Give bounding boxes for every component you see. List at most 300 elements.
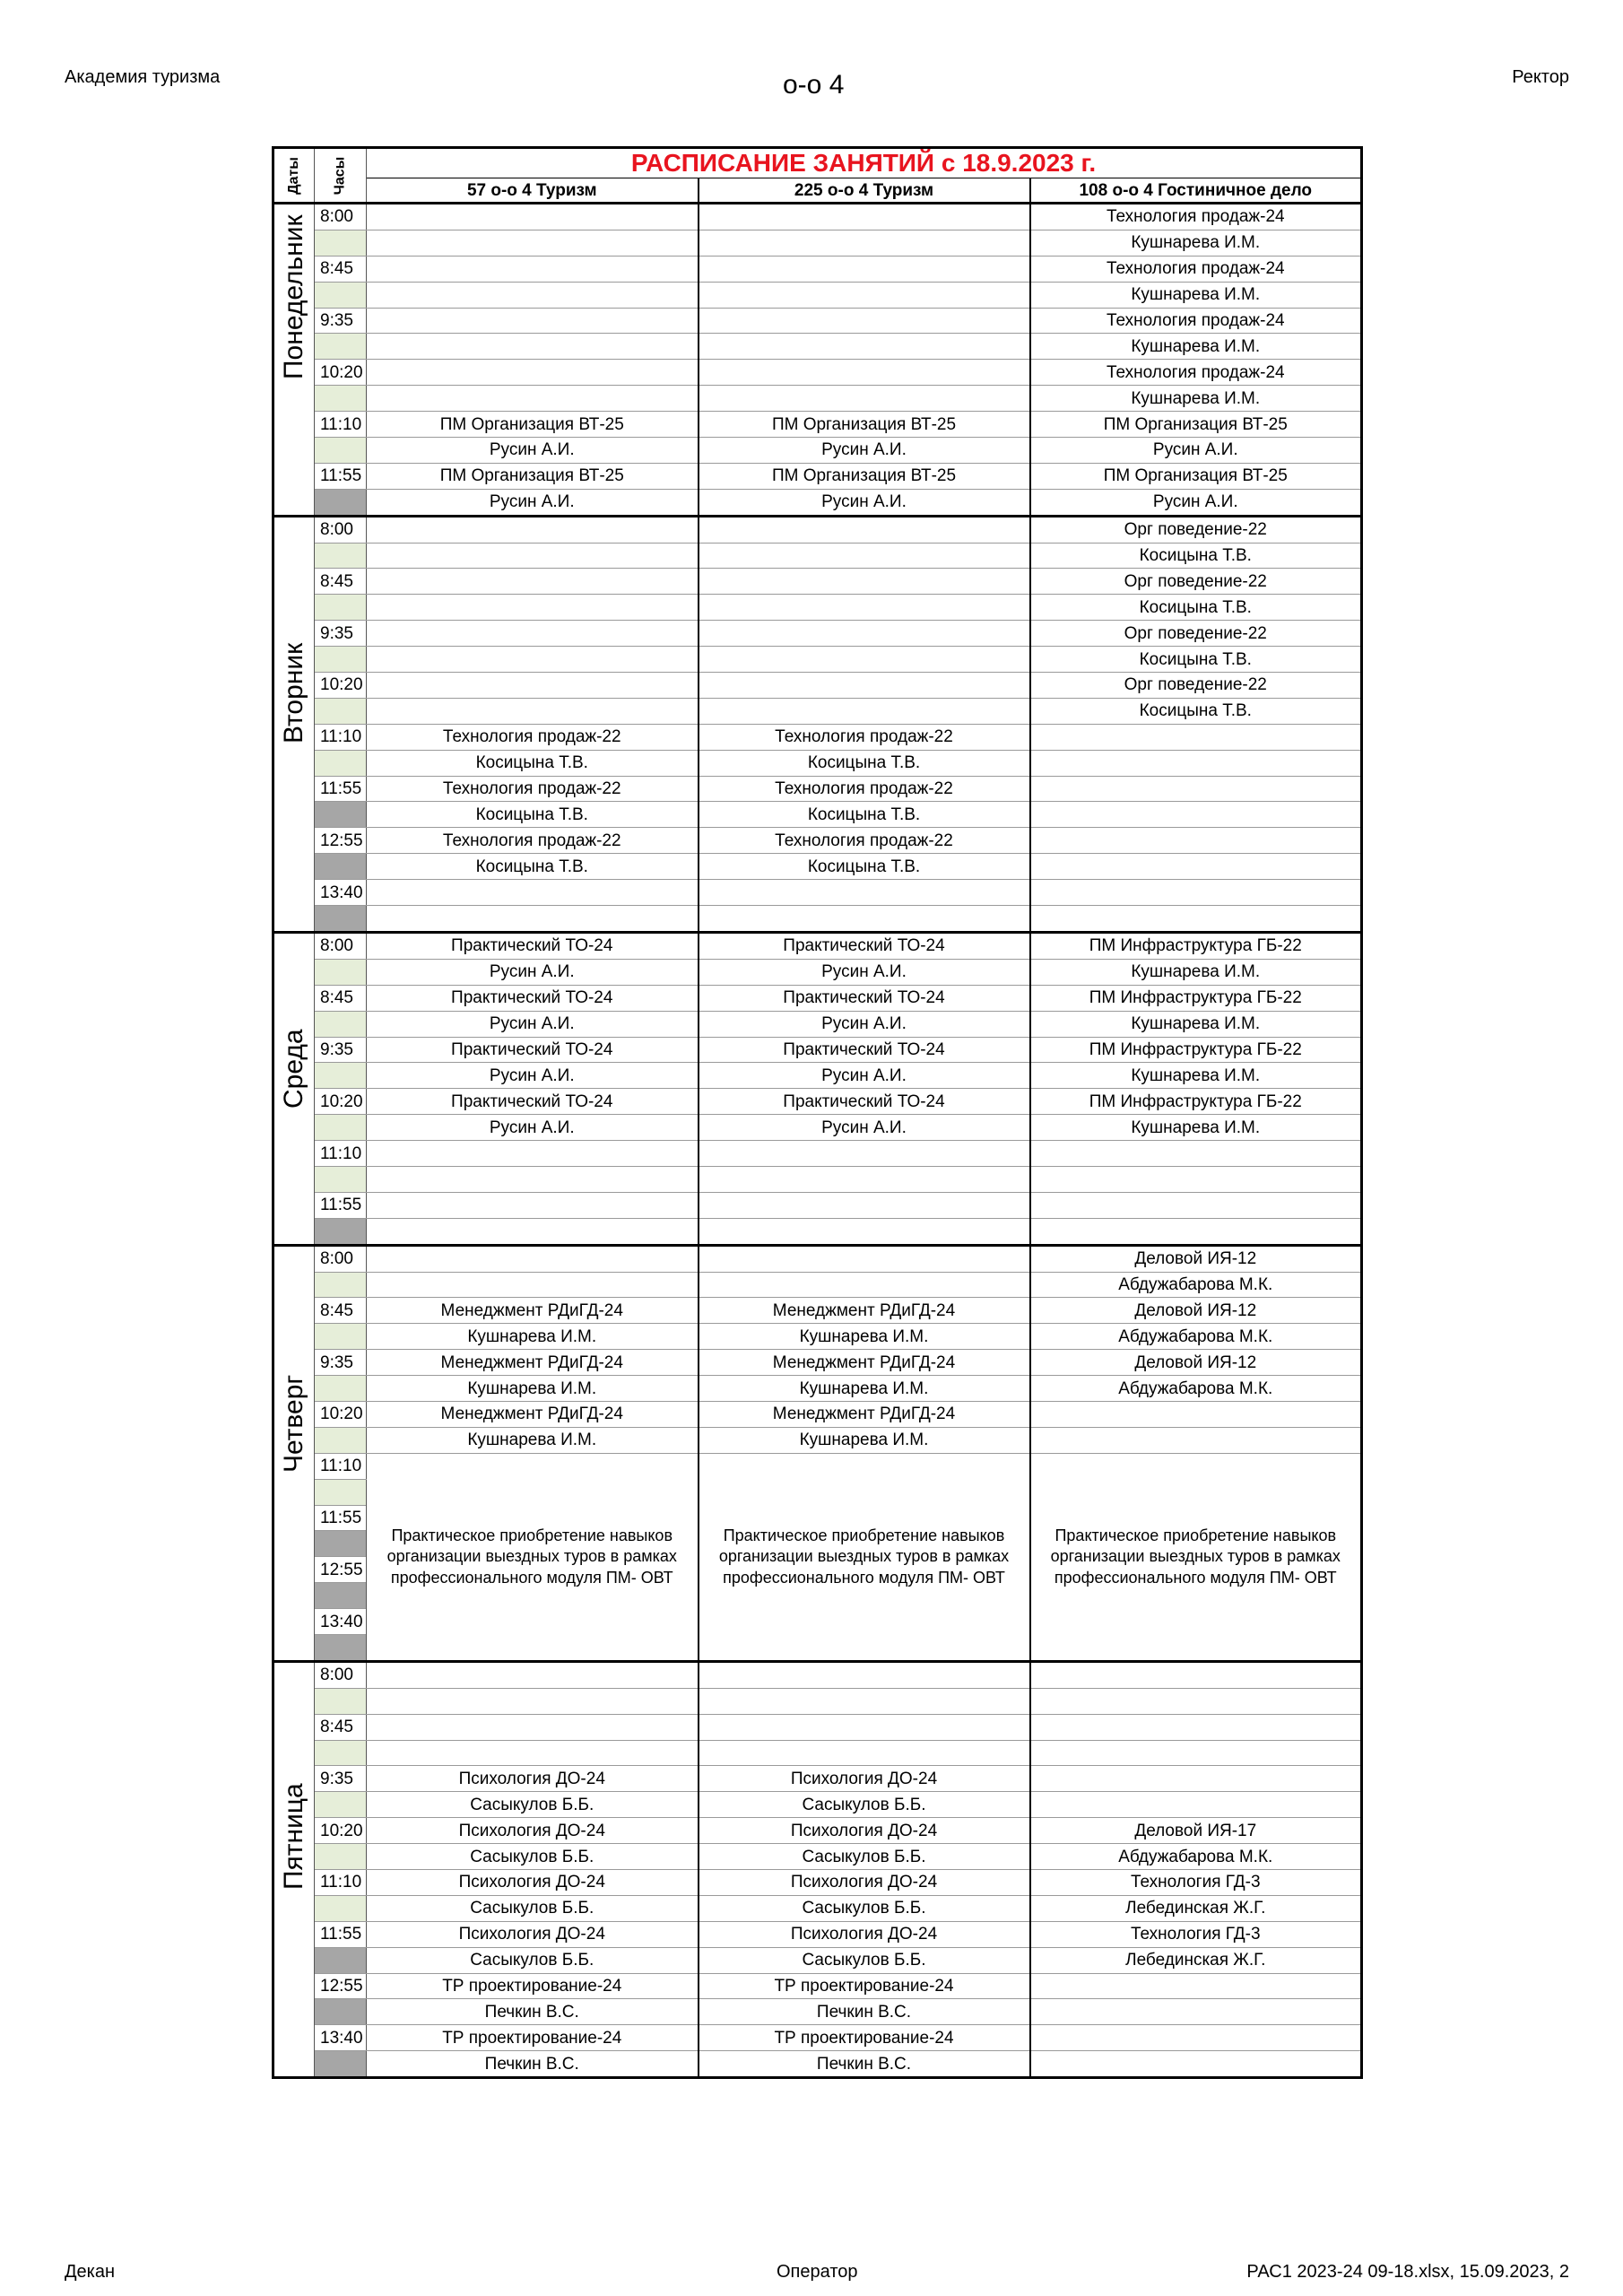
time-cell: 11:10 xyxy=(315,724,367,750)
table-row xyxy=(273,1661,1362,1688)
time-cell: 10:20 xyxy=(315,673,367,699)
teacher-cell xyxy=(699,334,1030,360)
subject-cell xyxy=(1030,776,1362,802)
teacher-cell: Косицына Т.В. xyxy=(367,802,699,828)
time-cell: 11:10 xyxy=(315,1141,367,1167)
subject-cell: ПМ Инфраструктура ГБ-22 xyxy=(1030,1037,1362,1063)
time-spacer xyxy=(315,282,367,308)
table-row xyxy=(273,1245,1362,1272)
subject-cell xyxy=(699,1245,1030,1272)
subject-cell: Технология продаж-24 xyxy=(1030,308,1362,334)
teacher-cell xyxy=(367,1740,699,1766)
subject-cell: Орг поведение-22 xyxy=(1030,516,1362,543)
table-row xyxy=(273,1895,1362,1921)
teacher-cell: Печкин В.С. xyxy=(367,1999,699,2025)
teacher-cell xyxy=(367,230,699,256)
table-row xyxy=(273,489,1362,516)
subject-cell xyxy=(1030,828,1362,854)
teacher-cell xyxy=(1030,1688,1362,1714)
day-label: Четверг xyxy=(273,1245,315,1661)
teacher-cell xyxy=(1030,1792,1362,1818)
subject-cell xyxy=(367,1714,699,1740)
teacher-cell: Кушнарева И.М. xyxy=(1030,386,1362,412)
subject-cell: Технология продаж-22 xyxy=(367,724,699,750)
teacher-cell: Кушнарева И.М. xyxy=(1030,1115,1362,1141)
table-row xyxy=(273,880,1362,906)
subject-cell: ПМ Инфраструктура ГБ-22 xyxy=(1030,1089,1362,1115)
teacher-cell: Русин А.И. xyxy=(699,959,1030,985)
subject-cell xyxy=(1030,1766,1362,1792)
time-cell: 9:35 xyxy=(315,308,367,334)
teacher-cell: Сасыкулов Б.Б. xyxy=(367,1895,699,1921)
subject-cell: Менеджмент РДиГД-24 xyxy=(367,1350,699,1376)
table-row xyxy=(273,308,1362,334)
teacher-cell: Печкин В.С. xyxy=(367,2051,699,2078)
table-row xyxy=(273,1792,1362,1818)
teacher-cell xyxy=(1030,1166,1362,1192)
subject-cell xyxy=(367,360,699,386)
time-spacer xyxy=(315,1011,367,1037)
teacher-cell: Лебединская Ж.Г. xyxy=(1030,1895,1362,1921)
table-row xyxy=(273,673,1362,699)
footer-right: РАС1 2023-24 09-18.xlsx, 15.09.2023, 2 xyxy=(1246,2262,1569,2282)
time-cell: 8:45 xyxy=(315,1298,367,1324)
day-label: Вторник xyxy=(273,516,315,932)
teacher-cell xyxy=(367,1688,699,1714)
teacher-cell: Русин А.И. xyxy=(1030,438,1362,464)
group-header: 225 о-о 4 Туризм xyxy=(699,178,1030,204)
subject-cell: Менеджмент РДиГД-24 xyxy=(367,1298,699,1324)
time-cell: 12:55 xyxy=(315,1557,367,1583)
subject-cell: Психология ДО-24 xyxy=(367,1870,699,1896)
time-spacer xyxy=(315,1166,367,1192)
subject-cell: Деловой ИЯ-12 xyxy=(1030,1298,1362,1324)
time-spacer xyxy=(315,1947,367,1973)
table-row xyxy=(273,1089,1362,1115)
teacher-cell: Печкин В.С. xyxy=(699,1999,1030,2025)
header-left: Академия туризма xyxy=(65,67,221,87)
table-row xyxy=(273,543,1362,569)
subject-cell xyxy=(1030,1192,1362,1218)
teacher-cell: Лебединская Ж.Г. xyxy=(1030,1947,1362,1973)
time-spacer xyxy=(315,750,367,776)
table-row xyxy=(273,724,1362,750)
table-row xyxy=(273,1115,1362,1141)
day-label: Понедельник xyxy=(273,204,315,517)
teacher-cell xyxy=(699,1688,1030,1714)
teacher-cell xyxy=(1030,802,1362,828)
teacher-cell: Косицына Т.В. xyxy=(699,750,1030,776)
table-row xyxy=(273,438,1362,464)
teacher-cell: Косицына Т.В. xyxy=(367,854,699,880)
teacher-cell: Косицына Т.В. xyxy=(1030,698,1362,724)
teacher-cell xyxy=(367,334,699,360)
hours-header: Часы xyxy=(315,148,367,204)
time-spacer xyxy=(315,334,367,360)
subject-cell: Психология ДО-24 xyxy=(699,1818,1030,1844)
time-cell: 10:20 xyxy=(315,1818,367,1844)
subject-cell: ПМ Организация ВТ-25 xyxy=(367,463,699,489)
teacher-cell: Русин А.И. xyxy=(699,1115,1030,1141)
teacher-cell: Кушнарева И.М. xyxy=(367,1427,699,1453)
subject-cell: Технология продаж-24 xyxy=(1030,204,1362,230)
time-spacer xyxy=(315,1844,367,1870)
time-cell: 11:10 xyxy=(315,1453,367,1479)
time-spacer xyxy=(315,802,367,828)
teacher-cell: Сасыкулов Б.Б. xyxy=(367,1792,699,1818)
subject-cell: Практический ТО-24 xyxy=(699,932,1030,959)
teacher-cell: Косицына Т.В. xyxy=(367,750,699,776)
time-spacer xyxy=(315,1376,367,1402)
subject-cell xyxy=(1030,1401,1362,1427)
table-row xyxy=(273,2051,1362,2078)
teacher-cell: Косицына Т.В. xyxy=(1030,595,1362,621)
subject-cell xyxy=(1030,2025,1362,2051)
table-row xyxy=(273,1844,1362,1870)
teacher-cell xyxy=(367,1272,699,1298)
subject-cell: Психология ДО-24 xyxy=(699,1921,1030,1947)
teacher-cell: Абдужабарова М.К. xyxy=(1030,1844,1362,1870)
time-cell: 8:00 xyxy=(315,1661,367,1688)
subject-cell: Орг поведение-22 xyxy=(1030,673,1362,699)
time-spacer xyxy=(315,959,367,985)
subject-cell: Деловой ИЯ-12 xyxy=(1030,1245,1362,1272)
subject-cell: Менеджмент РДиГД-24 xyxy=(699,1401,1030,1427)
table-row xyxy=(273,1011,1362,1037)
time-spacer xyxy=(315,1792,367,1818)
time-spacer xyxy=(315,1999,367,2025)
teacher-cell: Русин А.И. xyxy=(699,1011,1030,1037)
subject-cell: Практический ТО-24 xyxy=(367,985,699,1011)
teacher-cell: Косицына Т.В. xyxy=(699,802,1030,828)
table-row xyxy=(273,463,1362,489)
time-cell: 10:20 xyxy=(315,1401,367,1427)
subject-cell: Технология ГД-3 xyxy=(1030,1870,1362,1896)
teacher-cell xyxy=(699,282,1030,308)
table-row xyxy=(273,1870,1362,1896)
teacher-cell: Кушнарева И.М. xyxy=(1030,1063,1362,1089)
teacher-cell xyxy=(367,698,699,724)
teacher-cell: Русин А.И. xyxy=(367,1115,699,1141)
teacher-cell: Кушнарева И.М. xyxy=(1030,959,1362,985)
table-row xyxy=(273,1166,1362,1192)
table-row xyxy=(273,2025,1362,2051)
subject-cell: Практический ТО-24 xyxy=(699,985,1030,1011)
teacher-cell xyxy=(699,647,1030,673)
subject-cell: Технология продаж-22 xyxy=(699,724,1030,750)
time-cell: 8:45 xyxy=(315,569,367,595)
subject-cell xyxy=(699,256,1030,282)
teacher-cell: Кушнарева И.М. xyxy=(1030,334,1362,360)
time-spacer xyxy=(315,1115,367,1141)
subject-cell: Практический ТО-24 xyxy=(699,1089,1030,1115)
table-row xyxy=(273,647,1362,673)
table-row xyxy=(273,204,1362,230)
subject-cell xyxy=(367,569,699,595)
subject-cell: Психология ДО-24 xyxy=(699,1870,1030,1896)
time-spacer xyxy=(315,489,367,516)
subject-cell: Технология продаж-22 xyxy=(367,776,699,802)
header-right: Ректор xyxy=(1512,67,1569,87)
group-header: 108 о-о 4 Гостиничное дело xyxy=(1030,178,1362,204)
teacher-cell xyxy=(1030,1999,1362,2025)
teacher-cell: Косицына Т.В. xyxy=(1030,647,1362,673)
teacher-cell xyxy=(699,543,1030,569)
time-cell: 10:20 xyxy=(315,360,367,386)
subject-cell: Технология ГД-3 xyxy=(1030,1921,1362,1947)
table-row xyxy=(273,1401,1362,1427)
subject-cell: Технология продаж-24 xyxy=(1030,360,1362,386)
teacher-cell xyxy=(1030,2051,1362,2078)
subject-cell xyxy=(699,569,1030,595)
table-row xyxy=(273,1973,1362,1999)
time-spacer xyxy=(315,1218,367,1245)
table-row xyxy=(273,959,1362,985)
subject-cell xyxy=(699,204,1030,230)
class-cell: Практическое приобретение навыков организации выездных туров в рамках профессионального модуля ПМ- ОВТ xyxy=(699,1453,1030,1661)
time-spacer xyxy=(315,2051,367,2078)
table-row xyxy=(273,1037,1362,1063)
teacher-cell xyxy=(1030,750,1362,776)
subject-cell xyxy=(1030,880,1362,906)
teacher-cell xyxy=(699,230,1030,256)
teacher-cell xyxy=(1030,906,1362,933)
teacher-cell: Сасыкулов Б.Б. xyxy=(699,1792,1030,1818)
subject-cell: Практический ТО-24 xyxy=(367,1089,699,1115)
subject-cell xyxy=(367,621,699,647)
subject-cell xyxy=(367,1661,699,1688)
subject-cell xyxy=(699,1714,1030,1740)
teacher-cell: Русин А.И. xyxy=(367,959,699,985)
subject-cell xyxy=(699,880,1030,906)
teacher-cell xyxy=(1030,1740,1362,1766)
teacher-cell: Кушнарева И.М. xyxy=(1030,230,1362,256)
teacher-cell xyxy=(699,386,1030,412)
subject-cell xyxy=(367,880,699,906)
class-cell: Практическое приобретение навыков организации выездных туров в рамках профессионального модуля ПМ- ОВТ xyxy=(1030,1453,1362,1661)
teacher-cell xyxy=(699,1218,1030,1245)
time-spacer xyxy=(315,1063,367,1089)
time-spacer xyxy=(315,698,367,724)
time-cell: 11:10 xyxy=(315,412,367,438)
time-spacer xyxy=(315,1740,367,1766)
table-row xyxy=(273,1376,1362,1402)
footer-left: Декан xyxy=(65,2262,116,2282)
teacher-cell xyxy=(699,1272,1030,1298)
time-spacer xyxy=(315,1272,367,1298)
teacher-cell: Русин А.И. xyxy=(367,438,699,464)
table-row xyxy=(273,776,1362,802)
table-row xyxy=(273,412,1362,438)
table-row xyxy=(273,516,1362,543)
subject-cell: Орг поведение-22 xyxy=(1030,621,1362,647)
time-cell: 12:55 xyxy=(315,1973,367,1999)
table-row xyxy=(273,1192,1362,1218)
time-spacer xyxy=(315,595,367,621)
time-cell: 11:55 xyxy=(315,776,367,802)
teacher-cell: Абдужабарова М.К. xyxy=(1030,1324,1362,1350)
teacher-cell: Русин А.И. xyxy=(367,1011,699,1037)
time-cell: 8:45 xyxy=(315,256,367,282)
table-row xyxy=(273,1298,1362,1324)
subject-cell: ПМ Инфраструктура ГБ-22 xyxy=(1030,985,1362,1011)
subject-cell: Деловой ИЯ-17 xyxy=(1030,1818,1362,1844)
table-row xyxy=(273,1272,1362,1298)
table-row xyxy=(273,1766,1362,1792)
table-row xyxy=(273,1714,1362,1740)
table-row xyxy=(273,569,1362,595)
teacher-cell: Кушнарева И.М. xyxy=(367,1376,699,1402)
subject-cell: Психология ДО-24 xyxy=(367,1818,699,1844)
table-row xyxy=(273,1999,1362,2025)
time-cell: 9:35 xyxy=(315,1037,367,1063)
table-row xyxy=(273,282,1362,308)
subject-cell xyxy=(367,673,699,699)
subject-cell: Технология продаж-22 xyxy=(367,828,699,854)
table-row xyxy=(273,906,1362,933)
subject-cell: Практический ТО-24 xyxy=(367,1037,699,1063)
table-row xyxy=(273,1453,1362,1479)
teacher-cell xyxy=(699,1740,1030,1766)
teacher-cell: Сасыкулов Б.Б. xyxy=(699,1844,1030,1870)
time-cell: 9:35 xyxy=(315,1766,367,1792)
time-cell: 10:20 xyxy=(315,1089,367,1115)
table-row xyxy=(273,750,1362,776)
time-spacer xyxy=(315,438,367,464)
subject-cell: Практический ТО-24 xyxy=(367,932,699,959)
subject-cell: ПМ Организация ВТ-25 xyxy=(1030,412,1362,438)
table-row xyxy=(273,698,1362,724)
table-row xyxy=(273,985,1362,1011)
time-cell: 13:40 xyxy=(315,1609,367,1635)
time-cell: 12:55 xyxy=(315,828,367,854)
teacher-cell xyxy=(699,906,1030,933)
subject-cell xyxy=(699,1192,1030,1218)
table-row xyxy=(273,256,1362,282)
teacher-cell xyxy=(1030,1218,1362,1245)
subject-cell xyxy=(699,308,1030,334)
time-cell: 11:55 xyxy=(315,1505,367,1531)
subject-cell: Психология ДО-24 xyxy=(699,1766,1030,1792)
time-spacer xyxy=(315,906,367,933)
header-center: о-о 4 xyxy=(783,70,845,100)
teacher-cell: Сасыкулов Б.Б. xyxy=(367,1947,699,1973)
time-cell: 8:45 xyxy=(315,985,367,1011)
day-label: Среда xyxy=(273,932,315,1245)
teacher-cell: Русин А.И. xyxy=(699,438,1030,464)
subject-cell: Технология продаж-24 xyxy=(1030,256,1362,282)
time-cell: 11:55 xyxy=(315,1921,367,1947)
table-row xyxy=(273,1141,1362,1167)
time-cell: 8:00 xyxy=(315,516,367,543)
time-spacer xyxy=(315,1583,367,1609)
subject-cell xyxy=(1030,1973,1362,1999)
time-cell: 8:00 xyxy=(315,1245,367,1272)
subject-cell xyxy=(1030,724,1362,750)
teacher-cell xyxy=(699,698,1030,724)
time-spacer xyxy=(315,854,367,880)
teacher-cell: Сасыкулов Б.Б. xyxy=(699,1895,1030,1921)
time-spacer xyxy=(315,1479,367,1505)
teacher-cell: Абдужабарова М.К. xyxy=(1030,1376,1362,1402)
time-spacer xyxy=(315,1895,367,1921)
table-row xyxy=(273,334,1362,360)
subject-cell: ПМ Организация ВТ-25 xyxy=(699,463,1030,489)
time-cell: 11:55 xyxy=(315,463,367,489)
subject-cell xyxy=(367,204,699,230)
table-row xyxy=(273,1688,1362,1714)
subject-cell xyxy=(699,1141,1030,1167)
subject-cell: ПМ Инфраструктура ГБ-22 xyxy=(1030,932,1362,959)
table-row xyxy=(273,1947,1362,1973)
subject-cell xyxy=(367,256,699,282)
subject-cell: Технология продаж-22 xyxy=(699,828,1030,854)
teacher-cell xyxy=(367,647,699,673)
time-spacer xyxy=(315,1427,367,1453)
teacher-cell xyxy=(367,1218,699,1245)
subject-cell: ТР проектирование-24 xyxy=(699,2025,1030,2051)
schedule-table xyxy=(272,146,1363,2079)
subject-cell: Менеджмент РДиГД-24 xyxy=(699,1350,1030,1376)
table-row xyxy=(273,1350,1362,1376)
class-cell: Практическое приобретение навыков организации выездных туров в рамках профессионального модуля ПМ- ОВТ xyxy=(367,1453,699,1661)
subject-cell: Менеджмент РДиГД-24 xyxy=(699,1298,1030,1324)
teacher-cell: Русин А.И. xyxy=(1030,489,1362,516)
subject-cell: Технология продаж-22 xyxy=(699,776,1030,802)
table-row xyxy=(273,1324,1362,1350)
subject-cell xyxy=(367,1192,699,1218)
teacher-cell: Кушнарева И.М. xyxy=(1030,282,1362,308)
teacher-cell: Сасыкулов Б.Б. xyxy=(699,1947,1030,1973)
time-cell: 8:00 xyxy=(315,932,367,959)
table-row xyxy=(273,1921,1362,1947)
subject-cell xyxy=(1030,1141,1362,1167)
subject-cell: Практический ТО-24 xyxy=(699,1037,1030,1063)
time-cell: 13:40 xyxy=(315,880,367,906)
subject-cell: Орг поведение-22 xyxy=(1030,569,1362,595)
subject-cell xyxy=(699,621,1030,647)
subject-cell: Менеджмент РДиГД-24 xyxy=(367,1401,699,1427)
teacher-cell xyxy=(367,386,699,412)
time-spacer xyxy=(315,1324,367,1350)
teacher-cell: Кушнарева И.М. xyxy=(699,1376,1030,1402)
subject-cell xyxy=(699,516,1030,543)
subject-cell: ПМ Организация ВТ-25 xyxy=(367,412,699,438)
subject-cell xyxy=(699,673,1030,699)
subject-cell: ТР проектирование-24 xyxy=(367,2025,699,2051)
table-row xyxy=(273,802,1362,828)
subject-cell: ТР проектирование-24 xyxy=(699,1973,1030,1999)
teacher-cell xyxy=(699,595,1030,621)
teacher-cell xyxy=(367,595,699,621)
group-header: 57 о-о 4 Туризм xyxy=(367,178,699,204)
schedule-title: РАСПИСАНИЕ ЗАНЯТИЙ с 18.9.2023 г. xyxy=(367,148,1362,178)
time-cell: 9:35 xyxy=(315,621,367,647)
teacher-cell: Кушнарева И.М. xyxy=(1030,1011,1362,1037)
teacher-cell xyxy=(367,543,699,569)
table-row xyxy=(273,828,1362,854)
day-label: Пятница xyxy=(273,1661,315,2077)
table-row xyxy=(273,595,1362,621)
time-cell: 8:45 xyxy=(315,1714,367,1740)
subject-cell xyxy=(699,360,1030,386)
time-cell: 11:55 xyxy=(315,1192,367,1218)
teacher-cell: Кушнарева И.М. xyxy=(699,1427,1030,1453)
table-row xyxy=(273,621,1362,647)
table-row xyxy=(273,1218,1362,1245)
subject-cell xyxy=(367,308,699,334)
time-cell: 9:35 xyxy=(315,1350,367,1376)
